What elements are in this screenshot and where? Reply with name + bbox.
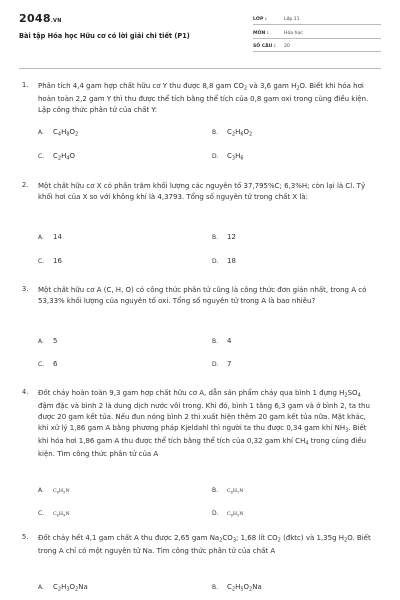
option-c[interactable]: C. 16 <box>38 257 62 265</box>
option-a[interactable]: A. $C_4H_8O_2$ <box>38 128 79 138</box>
logo[interactable]: 2048.VN <box>19 12 62 25</box>
option-b[interactable]: B. 12 <box>212 233 236 241</box>
option-b[interactable]: B. $C_2H_5O_2Na$ <box>212 583 262 593</box>
option-c[interactable]: C. $C_2H_4O$ <box>38 152 76 162</box>
option-a[interactable]: A. $C_2H_3O_2Na$ <box>38 583 88 593</box>
option-c[interactable]: C. $C_6H_9N$ <box>38 510 70 518</box>
question-stem: Đốt cháy hết 4,1 gam chất A thu được 2,65 gam $Na_2CO_3$; 1,68 lít $CO_2$ (đktc) và 1,35g $H_2O$. Biết trong A chỉ có một nguyên tử Na. Tìm công thức phân tử của chất A <box>38 534 371 556</box>
option-a[interactable]: A. 14 <box>38 233 62 241</box>
option-a[interactable]: A. 5 <box>38 337 58 345</box>
option-b[interactable]: B. $C_6H_7N$ <box>212 487 244 495</box>
option-b[interactable]: B. $C_2H_6O_2$ <box>212 128 253 138</box>
option-d[interactable]: D. 7 <box>212 360 232 368</box>
option-c[interactable]: C. 6 <box>38 360 58 368</box>
option-d[interactable]: D. $C_6H_5N$ <box>212 510 244 518</box>
question-stem: Phân tích 4,4 gam hợp chất hữu cơ Y thu được 8,8 gam $CO_2$ và 3,6 gam $H_2O$. Biết khi hóa hơi hoàn toàn 2,2 gam Y thì thu được thể tích bằng thể tích của 0,8 gam oxi trong cùng điều kiện. Lập công thức phân tử của chất Y: <box>38 82 369 114</box>
option-d[interactable]: D. 18 <box>212 257 236 265</box>
option-d[interactable]: D. $C_3H_6$ <box>212 152 244 162</box>
option-b[interactable]: B. 4 <box>212 337 232 345</box>
question-stem: Đốt cháy hoàn toàn 9,3 gam hợp chất hữu cơ A, dẫn sản phẩm cháy qua bình 1 đựng $H_2SO_4$ đậm đặc và bình 2 là dung dịch nước vôi trong. Khi đó, bình 1 tăng 6,3 gam và ở bình 2, ta thu được 20 gam kết tủa. Nếu đun nóng bình 2 thì xuất hiện thêm 20 gam kết tủa nữa. Mặt khác, khi xử lý 1,86 gam A bằng phương pháp Kjeldahl thì người ta thu được 0,34 gam khí $NH_3$. Biết khi hóa hơi 1,86 gam A thu được thể tích bằng thể tích của 0,32 gam khí $CH_4$ trong cùng điều kiện. Tìm công thức phân tử của A <box>38 389 370 459</box>
option-a[interactable]: A. $C_6H_5N$ <box>38 487 70 495</box>
page-title: Bài tập Hóa học Hữu cơ có lời giải chi tiết (P1) <box>19 32 190 40</box>
header: 2048.VN Bài tập Hóa học Hữu cơ có lời giải chi tiết (P1) LỚP : Lớp 11 MÔN : Hóa học SỐ CÂU : 20 <box>0 0 400 62</box>
header-divider <box>19 68 381 69</box>
